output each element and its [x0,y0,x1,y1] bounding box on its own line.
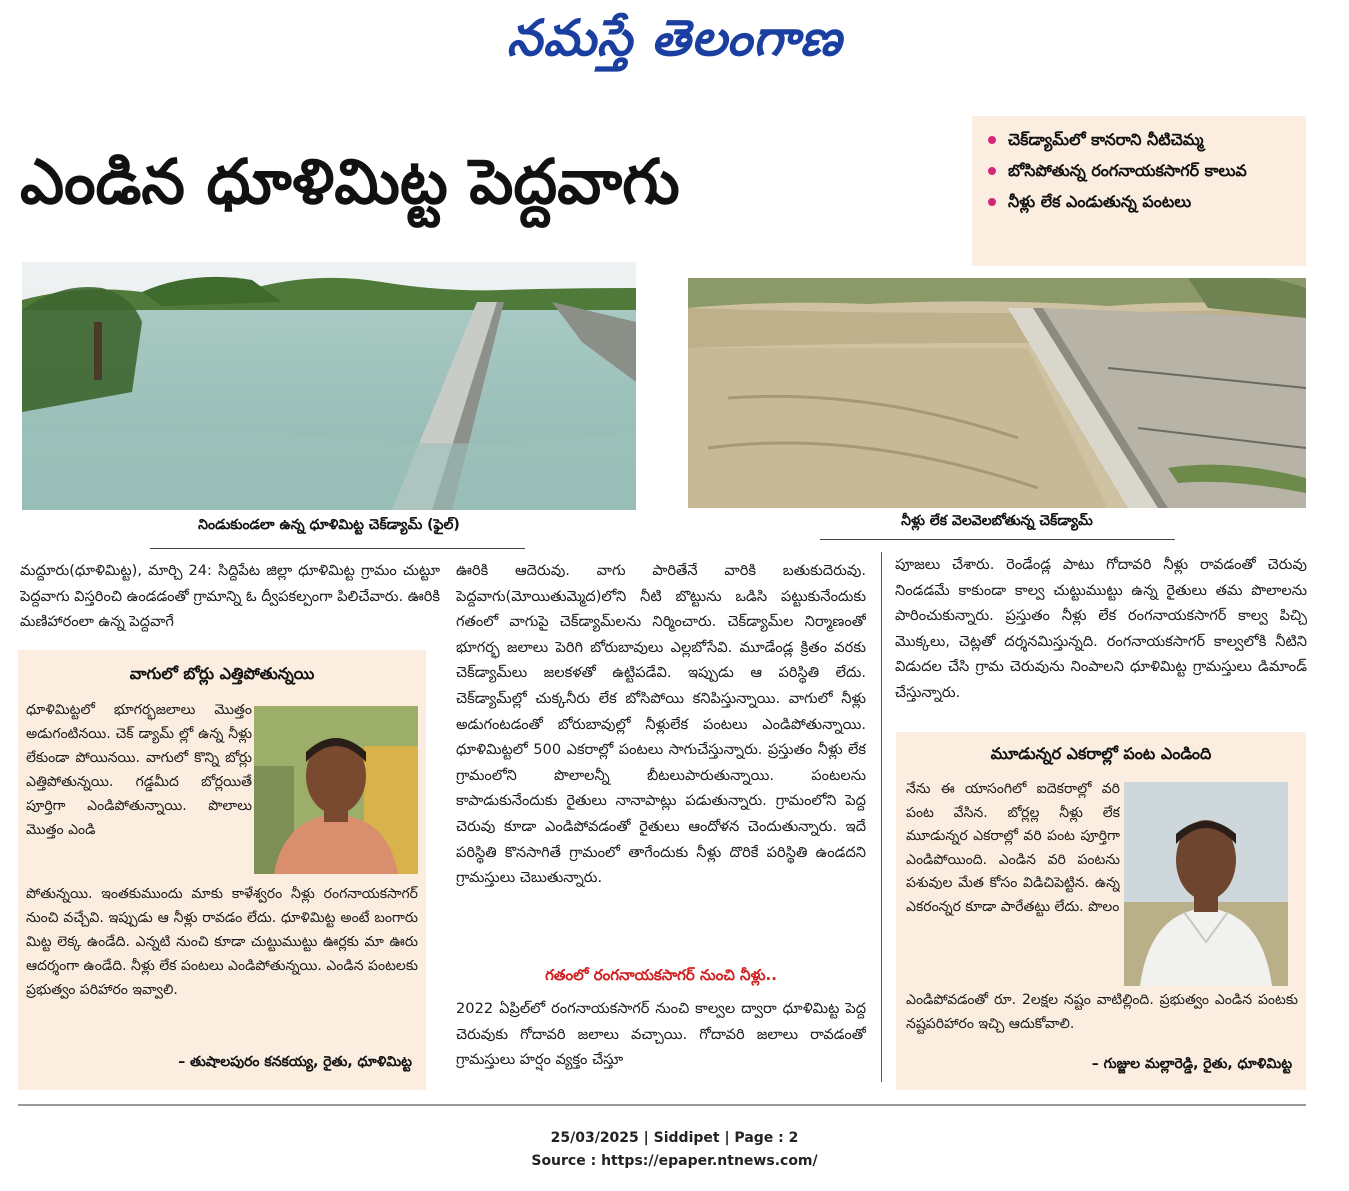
bullet-dot-icon [988,167,996,175]
quote-box-signature: – గుజ్జుల మల్లారెడ్డి, రైతు, ధూళిమిట్ట [1091,1056,1292,1072]
headline: ఎండిన ధూళిమిట్ట పెద్దవాగు [20,145,680,218]
photo-dry-checkdam [688,278,1306,508]
bullet-dot-icon [988,136,996,144]
footer-date-page: 25/03/2025 | Siddipet | Page : 2 [550,1130,799,1146]
photo-full-checkdam-image [22,262,636,510]
bullet-item: చెక్‌డ్యామ్‌లో కానరాని నీటిచెమ్మ [982,124,1296,155]
footer-source-link[interactable]: Source : https://epaper.ntnews.com/ [531,1153,818,1169]
right-column-text: పూజలు చేశారు. రెండేండ్ల పాటు గోదావరి నీళ్లు రావడంతో చెరువు నిండడమే కాకుండా కాల్వ చుట్టుముట్టు ఉన్న రైతులు తమ పొలాలను పారించుకున్నారు. ప్రస్తుతం నీళ్లు లేక రంగనాయకసాగర్ కాల్వ పిచ్చి మొక్కలు, చెట్లతో దర్శనమిస్తున్నది. రంగనాయకసాగర్ కాల్వలోకి నీటిని విడుదల చేసి గ్రామ చెరువును నింపాలని ధూళిమిట్ట గ్రామస్తులు డిమాండ్ చేస్తున్నారు. [895,556,1307,701]
farmer-portrait-1-image [254,706,418,874]
photo-dry-checkdam-image [688,278,1306,508]
quote-box-title: వాగులో బోర్లు ఎత్తిపోతున్నయి [129,664,315,683]
quote-box-farmer-2 [896,732,1306,1090]
photo-left-caption: నిండుకుండలా ఉన్న ధూళిమిట్ట చెక్‌డ్యామ్ (ఫైల్) [198,517,460,533]
quote-box-signature: – తుషాలపురం కనకయ్య, రైతు, ధూళిమిట్ట [178,1054,412,1070]
quote-box-text: నేను ఈ యాసంగిలో ఐదెకరాల్లో వరి పంట వేసిన. బోర్లల్ల నీళ్లు లేక మూడున్నర ఎకరాల్లో వరి పంట పూర్తిగా ఎండిపోయింది. ఎండిన వరి పంటను పశువుల మేత కోసం విడిచిపెట్టిన. ఉన్న ఎకరంన్నర కూడా పారేతట్టు లేదు. పొలం [906,781,1120,915]
caption-divider [820,539,1175,540]
photo-full-checkdam [22,262,636,510]
bullet-box [972,116,1306,266]
quote-box-title: మూడున్నర ఎకరాల్లో పంట ఎండింది [990,744,1212,763]
column-divider [881,552,882,1082]
intro-paragraph: మద్దూరు(ధూళిమిట్ట), మార్చి 24: సిద్దిపేట జిల్లా ధూళిమిట్ట గ్రామం చుట్టూ పెద్దవాగు విస్తరించి ఉండడంతో గ్రామాన్ని ఓ ద్వీపకల్పంగా పిలిచేవారు. ఊరికి మణిహారంలా ఉన్న పెద్దవాగే [20,562,440,631]
bottom-rule [18,1104,1306,1106]
bullet-item: నీళ్లు లేక ఎండుతున్న పంటలు [982,186,1296,217]
middle-column-text: ఊరికి ఆదెరువు. వాగు పారితేనే వారికి బతుకుదెరువు. పెద్దవాగు(మోయితుమ్మెద)లోని నీటి బొట్టును ఒడిసి పట్టుకునేందుకు గతంలో వాగుపై చెక్‌డ్యామ్‌లను నిర్మించారు. చెక్‌డ్యామ్‌ల నిర్మాణంతో భూగర్భ జలాలు పెరిగి బోరుబావులు ఎల్లబోసేవి. మూడేండ్ల క్రితం వరకు చెక్‌డ్యామ్‌లు జలకళతో ఉట్టిపడేవి. ఇప్పుడు ఆ పరిస్థితి లేదు. చెక్‌డ్యామ్‌ల్లో చుక్కనీరు లేక బోసిపోయి కనిపిస్తున్నాయి. వాగులో నీళ్లు అడుగంటడంతో బోరుబావుల్లో నీళ్లులేక పంటలు ఎండిపోతున్నాయి. ధూళిమిట్టలో 500 ఎకరాల్లో పంటలు సాగుచేస్తున్నారు. ప్రస్తుతం నీళ్లు లేక గ్రామంలోని పొలాలన్నీ బీటలుపారుతున్నాయి. పంటలను కాపాడుకునేందుకు రైతులు నానాపాట్లు పడుతున్నారు. గ్రామంలోని పెద్ద చెరువు కూడా ఎండిపోవడంతో రైతులు ఆందోళన చెందుతున్నారు. ఇదే పరిస్థితి కొనసాగితే గ్రామంలో తాగేందుకు నీళ్లు దొరికే పరిస్థితి ఉండదని గ్రామస్తులు చెబుతున్నారు. [456,562,866,887]
photo-right-caption: నీళ్లు లేక వెలవెలబోతున్న చెక్‌డ్యామ్ [901,513,1093,529]
bullet-item: బోసిపోతున్న రంగనాయకసాగర్ కాలువ [982,155,1296,186]
masthead-logo: నమస్తే తెలంగాణ [506,8,843,67]
quote-box-text: ధూళిమిట్టలో భూగర్భజలాలు మొత్తం అడుగంటినయి. చెక్ డ్యామ్ ల్లో ఉన్న నీళ్లు లేకుండా పోయినయి. వాగులో కొన్ని బోర్లు ఎత్తిపోతున్నయి. గడ్డమీద బోర్లయితే పూర్తిగా ఎండిపోతున్నాయి. పొలాలు మొత్తం ఎండి [26,702,252,838]
farmer-portrait-2-image [1124,782,1288,986]
quote-box-text: పోతున్నయి. ఇంతకుముందు మాకు కాళేశ్వరం నీళ్లు రంగనాయకసాగర్ నుంచి వచ్చేవి. ఇప్పుడు ఆ నీళ్లు రావడం లేదు. ధూళిమిట్ట అంటే బంగారు మిట్ట లెక్క ఉండేది. ఎన్నటి నుంచి కూడా చుట్టుముట్టు ఊర్లకు మా ఊరు ఆదర్శంగా ఉండేది. నీళ్లు లేక పంటలు ఎండిపోతున్నయి. ఎండిన పంటలకు ప్రభుత్వం పరిహారం ఇవ్వాలి. [26,886,418,998]
quote-box-text: ఎండిపోవడంతో రూ. 2లక్షల నష్టం వాటిల్లింది. ప్రభుత్వం ఎండిన పంటకు నష్టపరిహారం ఇచ్చి ఆదుకోవాలి. [906,992,1298,1032]
bullet-dot-icon [988,198,996,206]
quote-box-farmer-1 [18,650,426,1090]
farmer-portrait-2 [1124,782,1288,986]
caption-divider [150,548,525,549]
middle-column-text-2: 2022 ఏప్రిల్‌లో రంగనాయకసాగర్ నుంచి కాల్వల ద్వారా ధూళిమిట్ట పెద్ద చెరువుకు గోదావరి జలాలు వచ్చాయి. గోదావరి జలాలు రావడంతో గ్రామస్తులు హర్షం వ్యక్తం చేస్తూ [456,1000,866,1069]
middle-subhead: గతంలో రంగనాయకసాగర్ నుంచి నీళ్లు.. [545,966,777,984]
farmer-portrait-1 [254,706,418,874]
